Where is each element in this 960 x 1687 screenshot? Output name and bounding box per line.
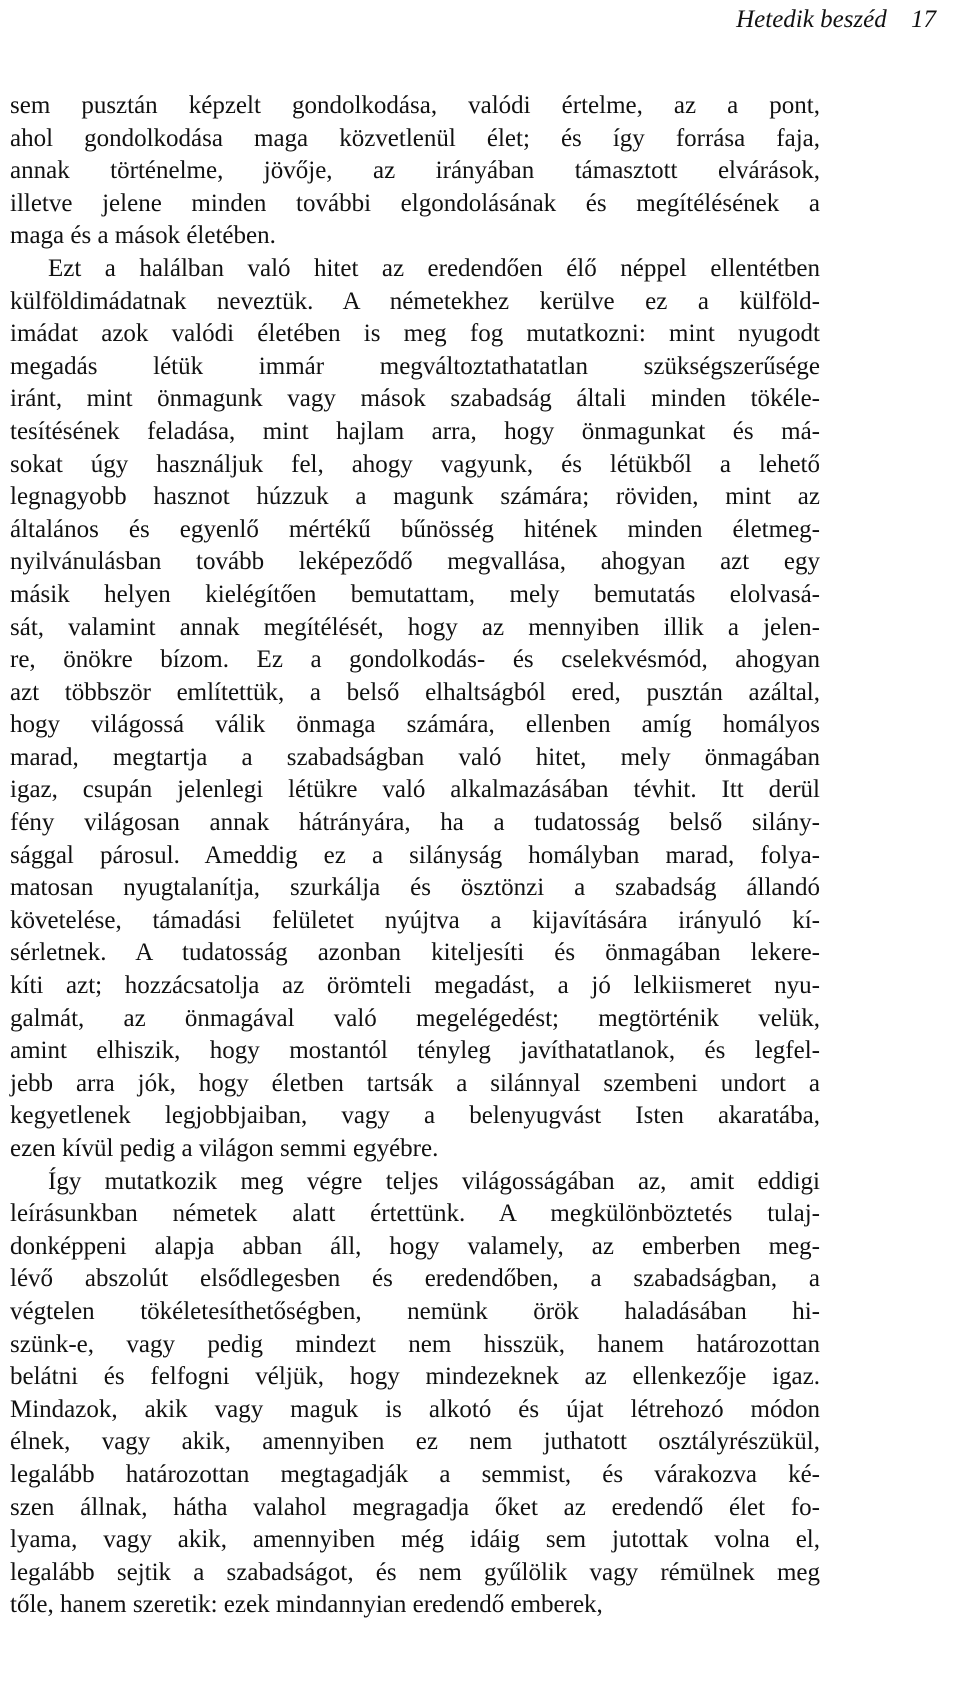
- page-number: 17: [911, 6, 936, 33]
- text-line: ezen kívül pedig a világon semmi egyébre.: [10, 1135, 439, 1162]
- text-line: Így mutatkozik meg végre teljes világosságában az, amit eddigi: [48, 1167, 820, 1195]
- text-line: sem pusztán képzelt gondolkodása, valódi értelme, az a pont,: [10, 92, 820, 119]
- text-line: Ezt a halálban való hitet az eredendően élő néppel ellentétben: [48, 254, 820, 282]
- text-line: sát, valamint annak megítélését, hogy az mennyiben illik a jelen-: [10, 613, 820, 641]
- text-line: lévő abszolút elsődlegesben és eredendőben, a szabadságban, a: [10, 1265, 820, 1293]
- text-line: szen állnak, hátha valahol megragadja őket az eredendő élet fo-: [10, 1493, 820, 1521]
- text-line: általános és egyenlő mértékű bűnösség hitének minden életmeg-: [10, 515, 820, 543]
- text-line: végtelen tökéletesíthetőségben, nemünk örök haladásában hi-: [10, 1297, 820, 1325]
- text-line: amint elhiszik, hogy mostantól tényleg javíthatatlanok, és legfel-: [10, 1037, 820, 1065]
- text-line: követelése, támadási felületet nyújtva a kijavítására irányuló kí-: [10, 906, 820, 934]
- text-line: szünk-e, vagy pedig mindezt nem hisszük, hanem határozottan: [10, 1330, 820, 1358]
- text-line: jebb arra jók, hogy életben tartsák a silánnyal szembeni undort a: [10, 1069, 820, 1097]
- text-line: Mindazok, akik vagy maguk is alkotó és újat létrehozó módon: [10, 1395, 820, 1423]
- text-line: hogy világossá válik önmaga számára, ellenben amíg homályos: [10, 711, 820, 739]
- text-line: galmát, az önmagával való megelégedést; megtörténik velük,: [10, 1004, 820, 1032]
- body-text: [10, 90, 820, 1622]
- text-line: kíti azt; hozzácsatolja az örömteli megadást, a jó lelkiismeret nyu-: [10, 972, 820, 1000]
- text-line: nyilvánulásban tovább leképeződő megvallása, ahogyan azt egy: [10, 548, 820, 576]
- text-line: tőle, hanem szeretik: ezek mindannyian eredendő emberek,: [10, 1591, 603, 1619]
- text-line: re, önökre bízom. Ez a gondolkodás- és cselekvésmód, ahogyan: [10, 646, 820, 674]
- text-line: igaz, csupán jelenlegi létükre való alkalmazásában tévhit. Itt derül: [10, 776, 820, 804]
- text-line: annak történelme, jövője, az irányában támasztott elvárások,: [10, 157, 820, 185]
- text-line: másik helyen kielégítően bemutattam, mely bemutatás elolvasá-: [10, 580, 820, 608]
- text-line: donképpeni alapja abban áll, hogy valamely, az emberben meg-: [10, 1232, 820, 1260]
- text-line: külföldimádatnak neveztük. A németekhez kerülve ez a külföld-: [10, 287, 820, 315]
- text-line: maga és a mások életében.: [10, 222, 276, 250]
- text-line: ahol gondolkodása maga közvetlenül élet; és így forrása faja,: [10, 124, 820, 152]
- running-header: [736, 4, 936, 36]
- text-line: sérletnek. A tudatosság azonban kiteljesíti és önmagában lekere-: [10, 939, 820, 967]
- text-line: megadás létük immár megváltoztathatatlan szükségszerűsége: [10, 352, 820, 380]
- text-line: leírásunkban németek alatt értettünk. A megkülönböztetés tulaj-: [10, 1200, 820, 1228]
- text-line: matosan nyugtalanítja, szurkálja és ösztönzi a szabadság állandó: [10, 874, 820, 902]
- text-line: legnagyobb hasznot húzzuk a magunk számára; röviden, mint az: [10, 483, 820, 511]
- text-line: tesítésének feladása, mint hajlam arra, hogy önmagunkat és má-: [10, 417, 820, 445]
- text-line: lyama, vagy akik, amennyiben még idáig sem jutottak volna el,: [10, 1526, 820, 1554]
- text-line: kegyetlenek legjobbjaiban, vagy a belenyugvást Isten akaratába,: [10, 1102, 820, 1130]
- chapter-title: Hetedik beszéd: [736, 6, 887, 33]
- text-line: azt többször említettük, a belső elhaltságból ered, pusztán azáltal,: [10, 678, 820, 706]
- text-line: iránt, mint önmagunk vagy mások szabadság általi minden tökéle-: [10, 385, 820, 413]
- text-line: fény világosan annak hátrányára, ha a tudatosság belső silány-: [10, 809, 820, 837]
- text-line: belátni és felfogni véljük, hogy mindezeknek az ellenkezője igaz.: [10, 1363, 820, 1391]
- text-line: imádat azok valódi életében is meg fog mutatkozni: mint nyugodt: [10, 320, 820, 348]
- text-line: illetve jelene minden további elgondolásának és megítélésének a: [10, 189, 820, 217]
- text-line: sokat úgy használjuk fel, ahogy vagyunk, és létükből a lehető: [10, 450, 820, 478]
- text-line: élnek, vagy akik, amennyiben ez nem juthatott osztályrészükül,: [10, 1428, 820, 1456]
- text-line: legalább sejtik a szabadságot, és nem gyűlölik vagy rémülnek meg: [10, 1558, 820, 1586]
- text-line: marad, megtartja a szabadságban való hitet, mely önmagában: [10, 743, 820, 771]
- text-line: legalább határozottan megtagadják a semmist, és várakozva ké-: [10, 1460, 820, 1488]
- text-line: sággal párosul. Ameddig ez a silányság homályban marad, folya-: [10, 841, 820, 869]
